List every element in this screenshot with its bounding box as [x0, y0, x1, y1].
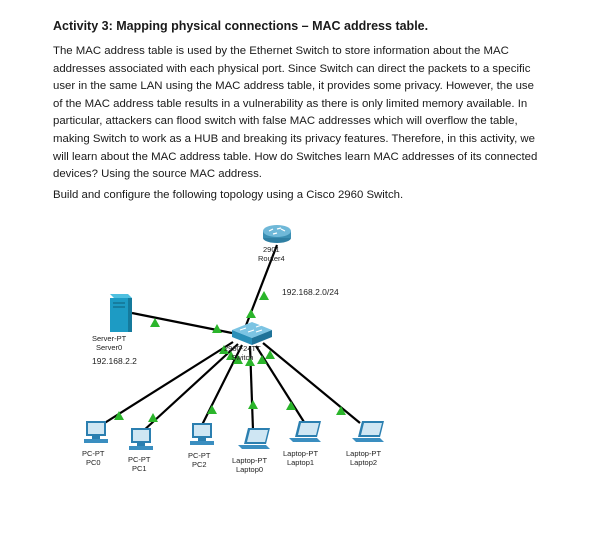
topology-links: [103, 245, 360, 432]
paragraph-line: of the MAC address table results in a vulnerability as there is only limited memory available. In: [53, 97, 528, 110]
router-label: [258, 245, 285, 263]
pc0-icon[interactable]: [84, 421, 108, 443]
laptop2-type: Laptop-PT: [346, 449, 382, 458]
paragraph-line: devices? Using the source MAC address.: [53, 168, 262, 181]
router-model: 2901: [263, 245, 280, 254]
paragraph-line: particular, attackers can flood switch with false MAC addresses which will overflow the table,: [53, 115, 518, 128]
network-address-label: 192.168.2.0/24: [282, 287, 339, 297]
pc2-name: PC2: [191, 460, 207, 469]
paragraph-line: addresses associated with each physical port. Since Switch can direct the packets to a specific: [53, 62, 531, 75]
laptop0-label: [232, 456, 267, 474]
port-up-icon: [248, 400, 258, 409]
link-switch-laptop2: [263, 343, 360, 423]
pc1-type: PC-PT: [128, 455, 151, 464]
switch-name: Switch: [231, 353, 254, 362]
paragraph-line: making Switch to work as a HUB and breaking its privacy features. Therefore, in this activity, we: [53, 132, 535, 145]
laptop1-icon[interactable]: [289, 421, 321, 442]
switch-label: [224, 344, 261, 362]
paragraph-line: The MAC address table is used by the Ethernet Switch to store information about the MAC: [53, 45, 509, 57]
paragraph-line: user in the same LAN using the MAC address table, it provides some privacy. However, the use: [53, 80, 534, 93]
paragraph-line: will learn about the MAC address table. How do Switches learn MAC addresses of its connected: [53, 150, 538, 163]
pc2-icon[interactable]: [190, 423, 214, 445]
activity-heading: Activity 3: Mapping physical connections – MAC address table.: [53, 19, 429, 33]
server-ip-label: 192.168.2.2: [92, 356, 137, 366]
pc0-type: PC-PT: [82, 449, 105, 458]
laptop1-type: Laptop-PT: [283, 449, 319, 458]
pc0-label: [82, 449, 105, 467]
port-up-icon: [207, 405, 217, 414]
laptop2-name: Laptop2: [349, 458, 378, 467]
pc1-name: PC1: [131, 464, 147, 473]
laptop1-name: Laptop1: [286, 458, 315, 467]
server-name: Server0: [95, 343, 123, 352]
laptop2-icon[interactable]: [352, 421, 384, 442]
router-name: Router4: [258, 254, 285, 263]
server-type: Server-PT: [92, 334, 127, 343]
build-instruction: Build and configure the following topology using a Cisco 2960 Switch.: [53, 189, 404, 201]
pc1-label: [128, 455, 151, 473]
server-icon[interactable]: [110, 294, 132, 332]
pc2-type: PC-PT: [188, 451, 211, 460]
laptop0-icon[interactable]: [238, 428, 270, 449]
switch-model: 2960-24TT: [224, 344, 261, 353]
laptop0-name: Laptop0: [235, 465, 264, 474]
laptop0-type: Laptop-PT: [232, 456, 268, 465]
pc0-name: PC0: [85, 458, 101, 467]
laptop1-label: [283, 449, 318, 467]
router-icon[interactable]: [263, 225, 291, 243]
port-up-icon: [259, 291, 269, 300]
pc1-icon[interactable]: [129, 428, 153, 450]
laptop2-label: [346, 449, 381, 467]
pc2-label: [188, 451, 211, 469]
server-label: [92, 334, 126, 352]
switch-icon[interactable]: [232, 322, 272, 345]
port-up-icon: [246, 309, 256, 318]
